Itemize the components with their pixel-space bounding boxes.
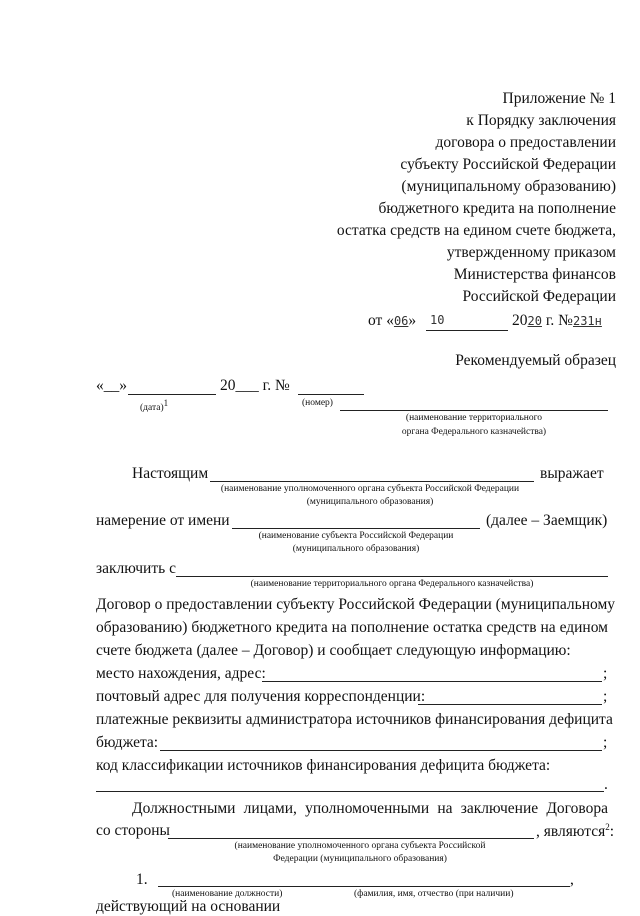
- semicolon: ;: [603, 688, 608, 705]
- item-number: 1.: [136, 871, 148, 888]
- paragraph-line: Договор о предоставлении субъекту Российской Федерации (муниципальному: [96, 596, 616, 613]
- payment-line: [160, 750, 602, 751]
- location-label: место нахождения, адрес:: [96, 665, 266, 682]
- official-line: [158, 886, 570, 887]
- footnote-ref: 2: [605, 822, 610, 832]
- treasury-caption: (наименование территориального: [405, 413, 543, 423]
- date-caption: [140, 398, 168, 413]
- are-label: , являются$^2$:: [536, 822, 615, 841]
- vyrazhaet: выражает: [540, 465, 604, 482]
- year-number: 20___ г. №: [220, 377, 290, 394]
- authority2-caption: Федерации (муниципального образования): [273, 854, 447, 864]
- borrower-note: (далее – Заемщик): [486, 512, 608, 529]
- order-month-line: [426, 330, 508, 331]
- comma: ,: [570, 871, 574, 888]
- order-year: [512, 312, 602, 330]
- number-caption: (номер): [302, 398, 333, 408]
- authority2-caption: (наименование уполномоченного органа субъекта Российской: [234, 841, 486, 851]
- treasury-caption: органа Федерального казначейства): [401, 427, 547, 437]
- fio-caption: (фамилия, имя, отчество (при наличии): [354, 889, 514, 899]
- appendix-title: Приложение № 1: [502, 90, 616, 107]
- payment-label: бюджета:: [96, 734, 159, 751]
- postal-line: [418, 704, 602, 705]
- recommended-sample: Рекомендуемый образец: [455, 352, 616, 369]
- conclude-with: заключить с: [96, 560, 176, 577]
- header-line: (муниципальному образованию): [401, 178, 616, 195]
- order-line: [368, 312, 416, 330]
- nastoyashchim: Настоящим: [132, 465, 209, 482]
- header-line: Министерства финансов: [453, 266, 616, 283]
- semicolon: ;: [603, 665, 608, 682]
- side-line: [168, 838, 534, 839]
- year-prefix: 20: [512, 312, 528, 329]
- order-month: 10: [430, 313, 445, 327]
- date-caption-text: (дата): [140, 403, 164, 414]
- date-open: «__»: [96, 377, 127, 394]
- location-line: [262, 681, 602, 682]
- subject-caption: (наименование субъекта Российской Федерации: [258, 531, 454, 541]
- header-line: бюджетного кредита на пополнение: [378, 200, 616, 217]
- order-number: 231н: [572, 314, 602, 328]
- treasury-line: [340, 410, 608, 411]
- semicolon: ;: [603, 734, 608, 751]
- position-caption: (наименование должности): [172, 889, 283, 899]
- acting-label: действующий на основании: [96, 898, 281, 915]
- order-prefix: от «: [368, 312, 394, 329]
- treasury-inline-caption: (наименование территориального органа Федерального казначейства): [250, 579, 534, 589]
- footnote-ref: 1: [163, 398, 169, 408]
- postal-label: почтовый адрес для получения корреспонденции:: [96, 688, 426, 705]
- classification-line: [96, 791, 604, 792]
- header-line: остатка средств на едином счете бюджета,: [336, 222, 616, 239]
- intention: намерение от имени: [96, 512, 230, 529]
- order-sep: »: [408, 312, 417, 329]
- year-value: 20: [527, 314, 542, 328]
- paragraph-line: счете бюджета (далее – Договор) и сообщает следующую информацию:: [96, 642, 571, 659]
- subject-caption: (муниципального образования): [292, 544, 420, 554]
- authority-caption: (наименование уполномоченного органа субъекта Российской Федерации: [220, 484, 520, 494]
- period: .: [604, 776, 608, 793]
- authority-line: [210, 481, 534, 482]
- are-text: являются: [543, 823, 606, 841]
- subject-line: [232, 528, 480, 529]
- side-label: со стороны: [96, 822, 170, 839]
- classification-label: код классификации источников финансирования дефицита бюджета:: [96, 757, 551, 774]
- header-line: договора о предоставлении: [435, 134, 616, 151]
- date-line: [128, 394, 216, 395]
- header-line: субъекту Российской Федерации: [400, 156, 616, 173]
- order-day: 06: [393, 314, 409, 328]
- paragraph-line: образованию) бюджетного кредита на пополнение остатка средств на едином: [96, 619, 608, 636]
- authority-caption: (муниципального образования): [306, 497, 434, 507]
- number-line: [298, 394, 364, 395]
- officials-label: Должностными лицами, уполномоченными на заключение Договора: [132, 800, 608, 817]
- payment-label: платежные реквизиты администратора источников финансирования дефицита: [96, 711, 613, 728]
- header-line: Российской Федерации: [462, 288, 616, 305]
- treasury-inline-line: [176, 576, 608, 577]
- number-label: г. №: [545, 312, 573, 329]
- header-line: утвержденному приказом: [446, 244, 616, 261]
- header-line: к Порядку заключения: [466, 112, 616, 129]
